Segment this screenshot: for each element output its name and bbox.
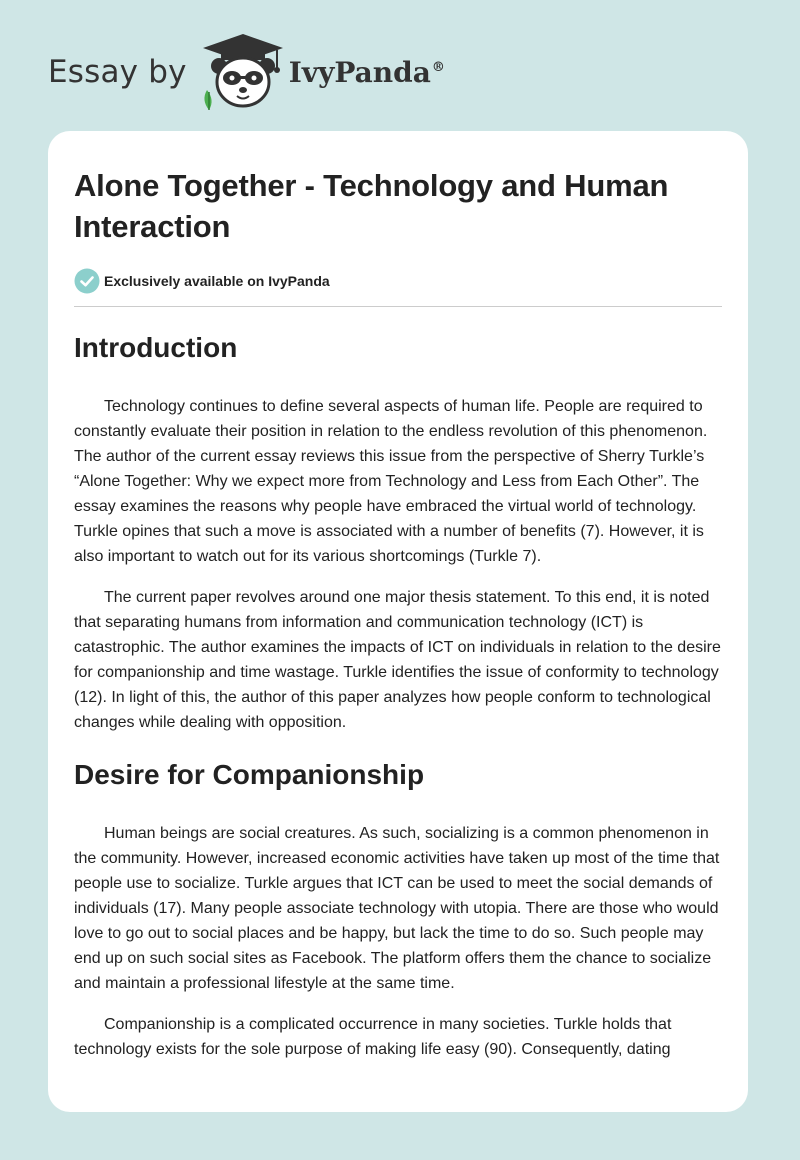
essay-by-label: Essay by [48,54,187,90]
essay-title: Alone Together - Technology and Human Interaction [74,168,669,244]
registered-mark: ® [431,59,445,75]
paragraph: Companionship is a complicated occurrence in many societies. Turkle holds that technology exists for the sole purpose of making life easy (90). Consequently, dating [74,1016,672,1058]
site-header [48,30,445,114]
paragraph: The current paper revolves around one major thesis statement. To this end, it is noted that separating humans from information and communication technology (ICT) is catastrophic. The author examines the impacts of ICT on individuals in relation to the desire for companionship and time wastage. Turkle identifies the issue of conformity to technology (12). In light of this, the author of this paper analyzes how people conform to technological changes while dealing with opposition. [74,589,721,731]
check-circle-icon [74,268,100,294]
paragraph: Technology continues to define several aspects of human life. People are required to constantly evaluate their position in relation to the endless revolution of this phenomenon. The author of the current essay reviews this issue from the perspective of Sherry Turkle’s “Alone Together: Why we expect more from Technology and Less from Each Other”. The essay examines the reasons why people have embraced the virtual world of technology. Turkle opines that such a move is associated with a number of benefits (7). However, it is also important to watch out for its various shortcomings (Turkle 7). [74,398,708,565]
section-heading-desire-for-companionship: Desire for Companionship [74,759,425,790]
brand-name: IvyPanda® [288,55,445,89]
section-heading-introduction: Introduction [74,332,238,363]
paragraph: Human beings are social creatures. As such, socializing is a common phenomenon in the community. However, increased economic activities have taken up most of the time that people use to socialize. Turkle argues that ICT can be used to meet the social demands of individuals (17). Many people associate technology with utopia. There are those who would love to go out to social places and be happy, but lack the time to do so. Such people may end up on such social sites as Facebook. The platform offers them the chance to socialize and maintain a professional lifestyle at the same time. [74,825,720,992]
essay-card [48,131,748,1112]
badge-text: Exclusively available on IvyPanda [104,273,330,289]
divider [74,306,722,307]
exclusive-badge [74,267,722,295]
panda-graduate-icon [199,30,287,114]
